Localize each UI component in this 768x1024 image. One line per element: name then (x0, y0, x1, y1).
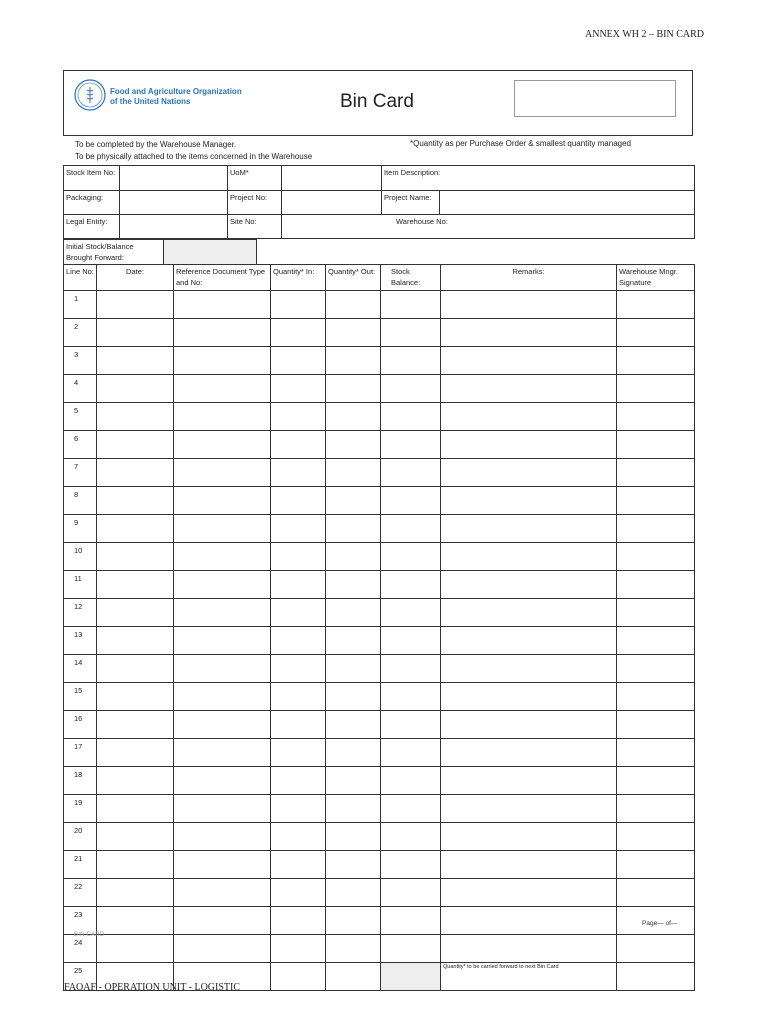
qty-out-cell[interactable] (326, 711, 381, 739)
qty-out-cell[interactable] (326, 655, 381, 683)
qty-in-cell[interactable] (271, 543, 326, 571)
remarks-cell[interactable] (441, 795, 617, 823)
table-row (64, 823, 695, 851)
col-remarks: Remarks: (441, 265, 617, 291)
qty-in-cell[interactable] (271, 403, 326, 431)
table-row (64, 487, 695, 515)
line-number: 7 (64, 459, 97, 487)
remarks-cell[interactable] (441, 823, 617, 851)
table-row (64, 935, 695, 963)
annex-label: ANNEX WH 2 – BIN CARD (585, 29, 704, 40)
qty-in-cell[interactable] (271, 823, 326, 851)
item-description-field[interactable] (440, 166, 695, 191)
qty-out-cell[interactable] (326, 543, 381, 571)
instruction-line1: To be completed by the Warehouse Manager. (75, 140, 237, 149)
col-qty-in: Quantity* In: (271, 265, 326, 291)
qty-in-cell[interactable] (271, 431, 326, 459)
remarks-cell[interactable] (441, 543, 617, 571)
ref-doc-cell[interactable] (174, 795, 271, 823)
instructions (75, 139, 312, 163)
table-row (64, 907, 695, 935)
ref-doc-cell[interactable] (174, 403, 271, 431)
initial-stock-label: Initial Stock/Balance Brought Forward: (64, 240, 164, 265)
date-cell[interactable] (97, 627, 174, 655)
date-cell[interactable] (97, 599, 174, 627)
remarks-cell[interactable] (441, 319, 617, 347)
ref-doc-cell[interactable] (174, 291, 271, 319)
line-number: 8 (64, 487, 97, 515)
signature-cell[interactable] (617, 487, 695, 515)
remarks-cell[interactable] (441, 683, 617, 711)
org-name (110, 87, 242, 106)
remarks-cell[interactable] (441, 767, 617, 795)
date-cell[interactable] (97, 935, 174, 963)
ref-doc-cell[interactable] (174, 767, 271, 795)
signature-cell[interactable] (617, 571, 695, 599)
line-number: 20 (64, 823, 97, 851)
stock-balance-cell[interactable] (381, 963, 441, 991)
line-number: 14 (64, 655, 97, 683)
signature-cell[interactable] (617, 403, 695, 431)
qty-out-cell[interactable] (326, 683, 381, 711)
ref-doc-cell[interactable] (174, 571, 271, 599)
line-number: 1 (64, 291, 97, 319)
qty-out-cell[interactable] (326, 627, 381, 655)
date-cell[interactable] (97, 795, 174, 823)
col-date: Date: (97, 265, 174, 291)
fao-logo-icon (74, 79, 106, 111)
qty-out-cell[interactable] (326, 291, 381, 319)
ref-doc-cell[interactable] (174, 627, 271, 655)
remarks-cell[interactable] (441, 907, 617, 935)
date-cell[interactable] (97, 487, 174, 515)
col-signature: Warehouse Mngr. Signature (617, 265, 695, 291)
qty-out-cell[interactable] (326, 907, 381, 935)
signature-cell[interactable] (617, 347, 695, 375)
qty-in-cell[interactable] (271, 571, 326, 599)
stock-balance-cell[interactable] (381, 347, 441, 375)
stock-balance-cell[interactable] (381, 403, 441, 431)
ref-doc-cell[interactable] (174, 711, 271, 739)
remarks-cell[interactable] (441, 935, 617, 963)
table-row (64, 459, 695, 487)
qty-in-cell[interactable] (271, 627, 326, 655)
line-number: 6 (64, 431, 97, 459)
stock-item-no-label: Stock Item No: (64, 166, 120, 191)
remarks-cell[interactable] (441, 403, 617, 431)
stock-balance-cell[interactable] (381, 683, 441, 711)
signature-cell[interactable] (617, 543, 695, 571)
signature-cell[interactable] (617, 795, 695, 823)
table-row (64, 319, 695, 347)
stock-balance-cell[interactable] (381, 795, 441, 823)
qty-out-cell[interactable] (326, 487, 381, 515)
qty-in-cell[interactable] (271, 515, 326, 543)
qty-out-cell[interactable] (326, 851, 381, 879)
table-row (64, 347, 695, 375)
date-cell[interactable] (97, 683, 174, 711)
stock-balance-cell[interactable] (381, 655, 441, 683)
ref-doc-cell[interactable] (174, 907, 271, 935)
line-number: 18 (64, 767, 97, 795)
date-cell[interactable] (97, 711, 174, 739)
signature-cell[interactable] (617, 431, 695, 459)
qty-out-cell[interactable] (326, 431, 381, 459)
date-cell[interactable] (97, 347, 174, 375)
date-cell[interactable] (97, 739, 174, 767)
table-row (64, 767, 695, 795)
qty-in-cell[interactable] (271, 963, 326, 991)
date-cell[interactable] (97, 431, 174, 459)
date-cell[interactable] (97, 851, 174, 879)
qty-out-cell[interactable] (326, 319, 381, 347)
remarks-cell[interactable] (441, 487, 617, 515)
qty-in-cell[interactable] (271, 347, 326, 375)
table-row (64, 711, 695, 739)
line-number: 3 (64, 347, 97, 375)
date-cell[interactable] (97, 543, 174, 571)
date-cell[interactable] (97, 515, 174, 543)
signature-cell[interactable] (617, 515, 695, 543)
table-row (64, 543, 695, 571)
table-row (64, 571, 695, 599)
line-number: 15 (64, 683, 97, 711)
remarks-cell[interactable] (441, 459, 617, 487)
remarks-cell[interactable] (441, 291, 617, 319)
signature-cell[interactable] (617, 459, 695, 487)
ref-doc-cell[interactable] (174, 823, 271, 851)
project-name-field[interactable] (440, 191, 695, 215)
qty-out-cell[interactable] (326, 515, 381, 543)
date-cell[interactable] (97, 375, 174, 403)
ref-doc-cell[interactable] (174, 599, 271, 627)
signature-cell[interactable] (617, 739, 695, 767)
stock-balance-cell[interactable] (381, 907, 441, 935)
ref-doc-cell[interactable] (174, 431, 271, 459)
reference-box[interactable] (514, 80, 676, 117)
qty-in-cell[interactable] (271, 907, 326, 935)
stock-balance-cell[interactable] (381, 431, 441, 459)
signature-cell[interactable] (617, 655, 695, 683)
remarks-cell[interactable] (441, 711, 617, 739)
table-row (64, 655, 695, 683)
remarks-cell[interactable] (441, 431, 617, 459)
table-row (64, 403, 695, 431)
date-cell[interactable] (97, 879, 174, 907)
qty-in-cell[interactable] (271, 879, 326, 907)
qty-out-cell[interactable] (326, 347, 381, 375)
line-number: 17 (64, 739, 97, 767)
signature-cell[interactable] (617, 879, 695, 907)
signature-cell[interactable] (617, 767, 695, 795)
remarks-cell: Quantity* to be carried forward to next Bin Card (441, 963, 617, 991)
table-row (64, 515, 695, 543)
signature-cell[interactable] (617, 375, 695, 403)
col-qty-out: Quantity* Out: (326, 265, 381, 291)
item-description-label: Item Description: (382, 166, 440, 191)
qty-in-cell[interactable] (271, 655, 326, 683)
signature-cell[interactable] (617, 291, 695, 319)
line-number: 9 (64, 515, 97, 543)
stock-balance-cell[interactable] (381, 599, 441, 627)
ref-doc-cell[interactable] (174, 319, 271, 347)
ref-doc-cell[interactable] (174, 683, 271, 711)
ref-doc-cell[interactable] (174, 851, 271, 879)
stock-balance-cell[interactable] (381, 627, 441, 655)
date-cell[interactable] (97, 655, 174, 683)
line-number: 25 (64, 963, 97, 991)
line-number: 11 (64, 571, 97, 599)
date-cell[interactable] (97, 907, 174, 935)
qty-in-cell[interactable] (271, 319, 326, 347)
qty-in-cell[interactable] (271, 739, 326, 767)
qty-in-cell[interactable] (271, 683, 326, 711)
qty-out-cell[interactable] (326, 795, 381, 823)
item-info-table (63, 165, 695, 239)
stock-balance-cell[interactable] (381, 823, 441, 851)
page-counter: Page— of— (642, 920, 678, 927)
col-stock-balance: Stock Balance: (381, 265, 441, 291)
remarks-cell[interactable] (441, 879, 617, 907)
date-cell[interactable] (97, 403, 174, 431)
line-number: 2 (64, 319, 97, 347)
form-header (63, 70, 693, 136)
footer: FAOAF - OPERATION UNIT - LOGISTIC (64, 982, 241, 993)
qty-out-cell[interactable] (326, 375, 381, 403)
ref-doc-cell[interactable] (174, 655, 271, 683)
warehouse-no-label: Warehouse No: (396, 217, 448, 226)
qty-out-cell[interactable] (326, 599, 381, 627)
line-number: 4 (64, 375, 97, 403)
stock-balance-cell[interactable] (381, 515, 441, 543)
table-row (64, 879, 695, 907)
qty-in-cell[interactable] (271, 795, 326, 823)
qty-out-cell[interactable] (326, 739, 381, 767)
qty-out-cell[interactable] (326, 935, 381, 963)
date-cell[interactable] (97, 767, 174, 795)
stock-balance-cell[interactable] (381, 851, 441, 879)
ledger-table (63, 264, 695, 991)
date-cell[interactable] (97, 823, 174, 851)
remarks-cell[interactable] (441, 347, 617, 375)
site-warehouse-field[interactable] (282, 215, 695, 239)
date-cell[interactable] (97, 459, 174, 487)
stock-balance-cell[interactable] (381, 935, 441, 963)
initial-stock-table (63, 239, 257, 265)
stock-balance-cell[interactable] (381, 879, 441, 907)
stock-balance-cell[interactable] (381, 739, 441, 767)
watermark: BIN CARD (74, 932, 105, 938)
stock-balance-cell[interactable] (381, 291, 441, 319)
qty-in-cell[interactable] (271, 935, 326, 963)
qty-in-cell[interactable] (271, 767, 326, 795)
stock-balance-cell[interactable] (381, 767, 441, 795)
stock-balance-cell[interactable] (381, 711, 441, 739)
initial-stock-field[interactable] (164, 240, 257, 265)
table-row (64, 627, 695, 655)
org-name-line1: Food and Agriculture Organization (110, 87, 242, 96)
signature-cell[interactable] (617, 823, 695, 851)
line-number: 13 (64, 627, 97, 655)
remarks-cell[interactable] (441, 627, 617, 655)
table-row (64, 795, 695, 823)
qty-out-cell[interactable] (326, 963, 381, 991)
qty-out-cell[interactable] (326, 571, 381, 599)
date-cell[interactable] (97, 319, 174, 347)
date-cell[interactable] (97, 571, 174, 599)
ref-doc-cell[interactable] (174, 459, 271, 487)
uom-field[interactable] (282, 166, 382, 191)
table-row (64, 683, 695, 711)
stock-balance-cell[interactable] (381, 543, 441, 571)
qty-out-cell[interactable] (326, 459, 381, 487)
packaging-field[interactable] (120, 191, 228, 215)
line-number: 12 (64, 599, 97, 627)
line-number: 19 (64, 795, 97, 823)
remarks-cell[interactable] (441, 571, 617, 599)
project-no-field[interactable] (282, 191, 382, 215)
qty-out-cell[interactable] (326, 823, 381, 851)
line-number: 5 (64, 403, 97, 431)
instruction-line2: To be physically attached to the items concerned in the Warehouse (75, 152, 313, 161)
stock-balance-cell[interactable] (381, 459, 441, 487)
ref-doc-cell[interactable] (174, 487, 271, 515)
signature-cell[interactable] (617, 963, 695, 991)
stock-balance-cell[interactable] (381, 375, 441, 403)
date-cell[interactable] (97, 291, 174, 319)
signature-cell[interactable] (617, 599, 695, 627)
table-row (64, 599, 695, 627)
line-number: 16 (64, 711, 97, 739)
stock-balance-cell[interactable] (381, 487, 441, 515)
ref-doc-cell[interactable] (174, 739, 271, 767)
uom-label: UoM* (228, 166, 282, 191)
stock-item-no-field[interactable] (120, 166, 228, 191)
line-number: 10 (64, 543, 97, 571)
signature-cell[interactable] (617, 319, 695, 347)
remarks-cell[interactable] (441, 655, 617, 683)
remarks-cell[interactable] (441, 851, 617, 879)
line-number: 23 (64, 907, 97, 935)
signature-cell[interactable] (617, 627, 695, 655)
line-number: 21 (64, 851, 97, 879)
table-row (64, 375, 695, 403)
qty-in-cell[interactable] (271, 375, 326, 403)
col-ref-doc: Reference Document Type and No: (174, 265, 271, 291)
qty-in-cell[interactable] (271, 291, 326, 319)
project-name-label: Project Name: (382, 191, 440, 215)
qty-out-cell[interactable] (326, 403, 381, 431)
table-row (64, 739, 695, 767)
qty-in-cell[interactable] (271, 487, 326, 515)
qty-in-cell[interactable] (271, 851, 326, 879)
ref-doc-cell[interactable] (174, 935, 271, 963)
org-name-line2: of the United Nations (110, 96, 191, 106)
packaging-label: Packaging: (64, 191, 120, 215)
qty-in-cell[interactable] (271, 459, 326, 487)
qty-in-cell[interactable] (271, 711, 326, 739)
ref-doc-cell[interactable] (174, 515, 271, 543)
ref-doc-cell[interactable] (174, 375, 271, 403)
legal-entity-field[interactable] (120, 215, 228, 239)
stock-balance-cell[interactable] (381, 319, 441, 347)
signature-cell[interactable] (617, 683, 695, 711)
remarks-cell[interactable] (441, 739, 617, 767)
qty-out-cell[interactable] (326, 879, 381, 907)
table-row (64, 851, 695, 879)
line-number: 24 (64, 935, 97, 963)
table-row (64, 291, 695, 319)
site-no-label: Site No: (228, 215, 282, 239)
legal-entity-label: Legal Entity: (64, 215, 120, 239)
remarks-cell[interactable] (441, 515, 617, 543)
table-row (64, 431, 695, 459)
page-title: Bin Card (340, 91, 414, 112)
qty-out-cell[interactable] (326, 767, 381, 795)
signature-cell[interactable] (617, 711, 695, 739)
remarks-cell[interactable] (441, 375, 617, 403)
stock-balance-cell[interactable] (381, 571, 441, 599)
col-line-no: Line No: (64, 265, 97, 291)
ref-doc-cell[interactable] (174, 347, 271, 375)
signature-cell[interactable] (617, 851, 695, 879)
ref-doc-cell[interactable] (174, 543, 271, 571)
signature-cell[interactable] (617, 935, 695, 963)
ref-doc-cell[interactable] (174, 879, 271, 907)
remarks-cell[interactable] (441, 599, 617, 627)
line-number: 22 (64, 879, 97, 907)
project-no-label: Project No: (228, 191, 282, 215)
quantity-note: *Quantity as per Purchase Order & smallest quantity managed (410, 139, 631, 148)
qty-in-cell[interactable] (271, 599, 326, 627)
